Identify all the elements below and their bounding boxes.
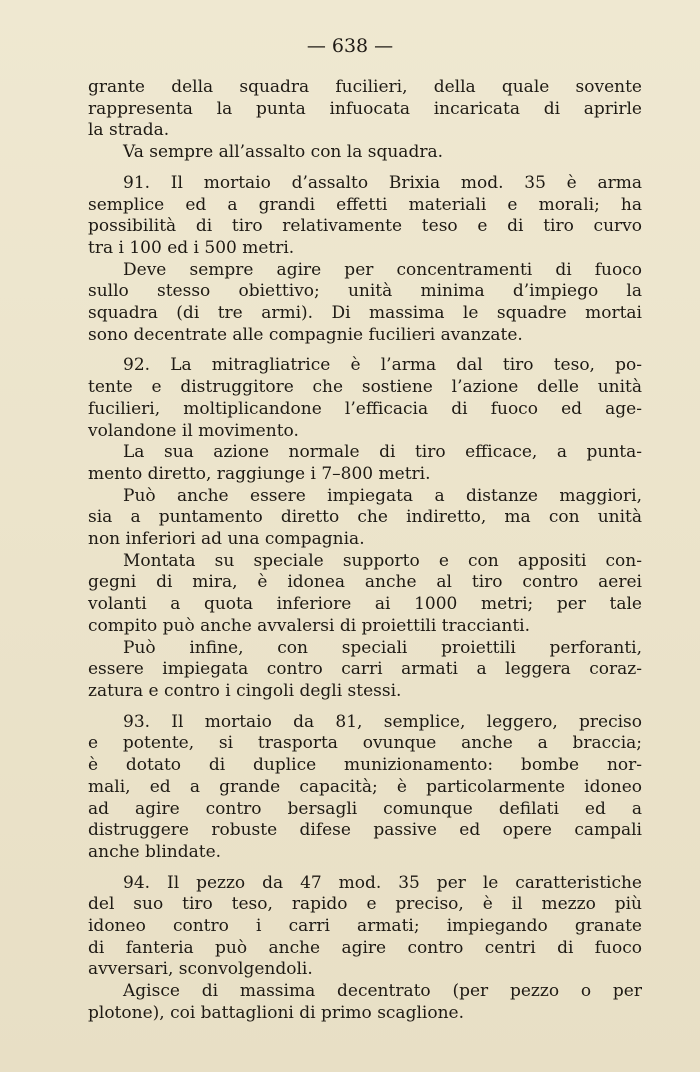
text-line: e potente, si trasporta ovunque anche a braccia; bbox=[88, 733, 642, 754]
paragraph bbox=[88, 638, 642, 703]
paragraph bbox=[88, 551, 642, 638]
text-line: compito può anche avvalersi di proiettili traccianti. bbox=[88, 615, 530, 636]
text-line: zatura e contro i cingoli degli stessi. bbox=[88, 680, 402, 701]
text-line: tente e distruggitore che sostiene l’azione delle unità bbox=[88, 377, 642, 398]
text-line: 91. Il mortaio d’assalto Brixia mod. 35 è arma bbox=[123, 172, 642, 193]
paragraph bbox=[88, 486, 642, 551]
text-line: del suo tiro teso, rapido e preciso, è il mezzo più bbox=[88, 894, 642, 915]
text-line: non inferiori ad una compagnia. bbox=[88, 529, 365, 550]
text-line: sono decentrate alle compagnie fucilieri avanzate. bbox=[88, 324, 523, 345]
text-line: essere impiegata contro carri armati a leggera coraz- bbox=[88, 659, 642, 680]
paragraph bbox=[88, 77, 642, 142]
text-line: anche blindate. bbox=[88, 841, 222, 862]
text-line: idoneo contro i carri armati; impiegando granate bbox=[88, 916, 642, 937]
text-line: possibilità di tiro relativamente teso e di tiro curvo bbox=[88, 216, 642, 237]
paragraph bbox=[88, 442, 642, 485]
text-line: sia a puntamento diretto che indiretto, ma con unità bbox=[88, 507, 642, 528]
text-line: semplice ed a grandi effetti materiali e morali; ha bbox=[88, 194, 642, 215]
paragraph bbox=[88, 873, 642, 982]
text-line: fucilieri, moltiplicandone l’efficacia di fuoco ed age- bbox=[88, 398, 642, 419]
paragraph bbox=[88, 981, 642, 1024]
text-line: volandone il movimento. bbox=[88, 420, 299, 441]
text-line: rappresenta la punta infuocata incaricata di aprirle bbox=[88, 98, 642, 119]
text-line: La sua azione normale di tiro efficace, a punta- bbox=[123, 442, 642, 463]
text-line: Agisce di massima decentrato (per pezzo o per bbox=[123, 981, 642, 1002]
text-line: Può infine, con speciali proiettili perforanti, bbox=[123, 637, 642, 658]
body-text bbox=[88, 77, 642, 1025]
text-line: mento diretto, raggiunge i 7–800 metri. bbox=[88, 463, 431, 484]
paragraph bbox=[88, 355, 642, 442]
text-line: la strada. bbox=[88, 120, 170, 141]
text-line: tra i 100 ed i 500 metri. bbox=[88, 237, 295, 258]
text-line: 94. Il pezzo da 47 mod. 35 per le caratteristiche bbox=[123, 872, 642, 893]
text-line: ad agire contro bersagli comunque defilati ed a bbox=[88, 798, 642, 819]
text-line: plotone), coi battaglioni di primo scaglione. bbox=[88, 1002, 464, 1023]
paragraph bbox=[88, 173, 642, 260]
page-number: — 638 — bbox=[306, 35, 394, 57]
text-line: avversari, sconvolgendoli. bbox=[88, 959, 313, 980]
text-line: mali, ed a grande capacità; è particolarmente idoneo bbox=[88, 776, 642, 797]
text-line: Montata su speciale supporto e con appositi con- bbox=[123, 550, 642, 571]
text-line: sullo stesso obiettivo; unità minima d’impiego la bbox=[88, 281, 642, 302]
text-line: 92. La mitragliatrice è l’arma dal tiro teso, po- bbox=[123, 355, 642, 376]
text-line: 93. Il mortaio da 81, semplice, leggero, preciso bbox=[123, 711, 642, 732]
paragraph bbox=[88, 712, 642, 864]
text-line: Può anche essere impiegata a distanze maggiori, bbox=[123, 485, 642, 506]
text-line: è dotato di duplice munizionamento: bombe nor- bbox=[88, 755, 642, 776]
text-line: gegni di mira, è idonea anche al tiro contro aerei bbox=[88, 572, 642, 593]
text-line: Va sempre all’assalto con la squadra. bbox=[123, 142, 443, 163]
text-line: grante della squadra fucilieri, della quale sovente bbox=[88, 77, 642, 97]
paragraph bbox=[88, 260, 642, 347]
text-line: di fanteria può anche agire contro centri di fuoco bbox=[88, 937, 642, 958]
text-line: squadra (di tre armi). Di massima le squadre mortai bbox=[88, 303, 642, 324]
text-line: Deve sempre agire per concentramenti di fuoco bbox=[123, 259, 642, 280]
text-line: distruggere robuste difese passive ed opere campali bbox=[88, 820, 642, 841]
text-line: volanti a quota inferiore ai 1000 metri; per tale bbox=[88, 594, 642, 615]
paragraph bbox=[88, 142, 642, 164]
